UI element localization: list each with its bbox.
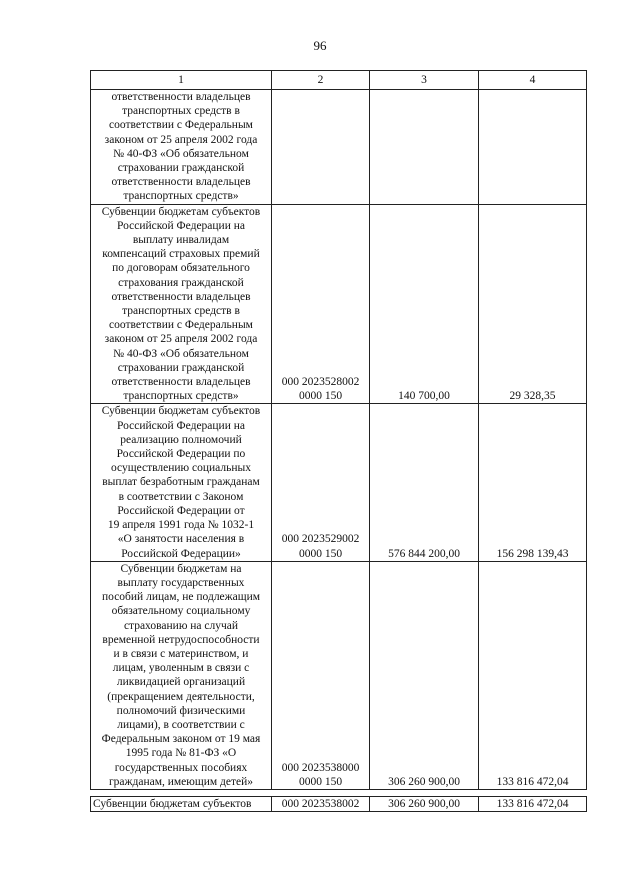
description-line: транспортных средств в (122, 305, 240, 318)
description-line: осуществлению социальных (111, 462, 251, 475)
row-amount-col3: 306 260 900,00 (370, 796, 479, 811)
description-line: и в связи с материнством, и (113, 647, 249, 660)
description-line: гражданам, имеющим детей» (108, 775, 254, 788)
description-line: Российской Федерации на (117, 219, 245, 232)
description-line: транспортных средств в (122, 105, 240, 118)
description-line: транспортных средств» (123, 390, 239, 403)
description-line: Федеральным законом от 19 мая (101, 733, 261, 746)
description-line: Субвенции бюджетам на (120, 562, 242, 575)
header-col-4: 4 (479, 71, 587, 90)
description-line: пособий лицам, не подлежащим (102, 591, 260, 604)
row-description (91, 90, 272, 205)
row-budget-code (272, 561, 370, 789)
description-line: выплат безработным гражданам (102, 476, 260, 489)
budget-table (90, 70, 587, 812)
table-row (91, 404, 587, 561)
description-line: государственных пособиях (114, 761, 248, 774)
description-line: Субвенции бюджетам субъектов (101, 205, 261, 218)
row-description: Субвенции бюджетам субъектов (91, 796, 272, 811)
description-line: № 40-ФЗ «Об обязательном (113, 347, 249, 360)
page-number: 96 (313, 38, 327, 53)
gap-cell (272, 789, 370, 796)
description-line: № 40-ФЗ «Об обязательном (113, 147, 249, 160)
description-line: транспортных средств» (123, 190, 239, 203)
description-line: Российской Федерации по (116, 448, 246, 461)
description-line: ответственности владельцев (111, 376, 251, 389)
description-line: Российской Федерации от (117, 504, 245, 517)
description-line: (прекращением деятельности, (107, 690, 255, 703)
description-line: обязательному социальному (111, 605, 251, 618)
description-line: реализацию полномочий (120, 433, 242, 446)
description-line: по договорам обязательного (112, 262, 250, 275)
budget-code-line: 000 2023529002 (281, 533, 360, 546)
gap-cell (91, 789, 272, 796)
header-col-3: 3 (370, 71, 479, 90)
budget-code-line: 000 2023528002 (281, 376, 360, 389)
table-body (91, 90, 587, 812)
description-line: страхованию на случай (123, 619, 239, 632)
budget-code-line: 000 2023538000 (281, 761, 360, 774)
description-line: Российской Федерации на (117, 419, 245, 432)
row-amount-col3: 140 700,00 (370, 204, 479, 404)
description-line: ответственности владельцев (111, 176, 251, 189)
description-line: ликвидацией организаций (116, 676, 246, 689)
description-line: ответственности владельцев (111, 91, 251, 103)
description-line: выплату государственных (117, 576, 245, 589)
description-line: 19 апреля 1991 года № 1032-1 (107, 519, 255, 532)
row-amount-col4: 133 816 472,04 (479, 561, 587, 789)
description-line: законом от 25 апреля 2002 года (104, 133, 258, 146)
budget-code-line: 0000 150 (298, 390, 343, 403)
row-description (91, 561, 272, 789)
row-amount-col4: 29 328,35 (479, 204, 587, 404)
description-line: полномочий физическими (116, 704, 246, 717)
row-budget-code: 000 2023538002 (272, 796, 370, 811)
description-line: страховании гражданской (117, 361, 245, 374)
description-line: Российской Федерации» (121, 547, 241, 560)
description-line: 1995 года № 81-ФЗ «О (125, 747, 237, 760)
description-line: временной нетрудоспособности (102, 633, 260, 646)
description-line: соответствии с Федеральным (109, 119, 253, 132)
row-budget-code (272, 404, 370, 561)
row-budget-code (272, 90, 370, 205)
table-row-continued (91, 796, 587, 811)
table-row (91, 561, 587, 789)
row-amount-col4: 156 298 139,43 (479, 404, 587, 561)
gap-cell (479, 789, 587, 796)
description-line: Субвенции бюджетам субъектов (101, 405, 261, 418)
description-line: страхования гражданской (118, 276, 244, 289)
row-amount-col3: 576 844 200,00 (370, 404, 479, 561)
description-line: страховании гражданской (117, 162, 245, 175)
gap-cell (370, 789, 479, 796)
table-row (91, 90, 587, 205)
header-col-2: 2 (272, 71, 370, 90)
budget-code-line: 0000 150 (298, 547, 343, 560)
description-line: ответственности владельцев (111, 290, 251, 303)
table-row (91, 204, 587, 404)
row-budget-code (272, 204, 370, 404)
row-description (91, 404, 272, 561)
description-line: лицами), в соответствии с (117, 718, 245, 731)
table-gap (91, 789, 587, 796)
header-col-1: 1 (91, 71, 272, 90)
row-description (91, 204, 272, 404)
description-line: в соответствии с Законом (118, 490, 244, 503)
row-amount-col3 (370, 90, 479, 205)
row-amount-col4 (479, 90, 587, 205)
budget-code-line: 0000 150 (298, 775, 343, 788)
description-line: выплату инвалидам (132, 234, 230, 247)
description-line: лицам, уволенным в связи с (112, 662, 250, 675)
description-line: компенсаций страховых премий (102, 248, 260, 261)
row-amount-col3: 306 260 900,00 (370, 561, 479, 789)
description-line: «О занятости населения в (117, 533, 245, 546)
description-line: законом от 25 апреля 2002 года (104, 333, 258, 346)
description-line: соответствии с Федеральным (109, 319, 253, 332)
header-row (91, 71, 587, 90)
row-amount-col4: 133 816 472,04 (479, 796, 587, 811)
